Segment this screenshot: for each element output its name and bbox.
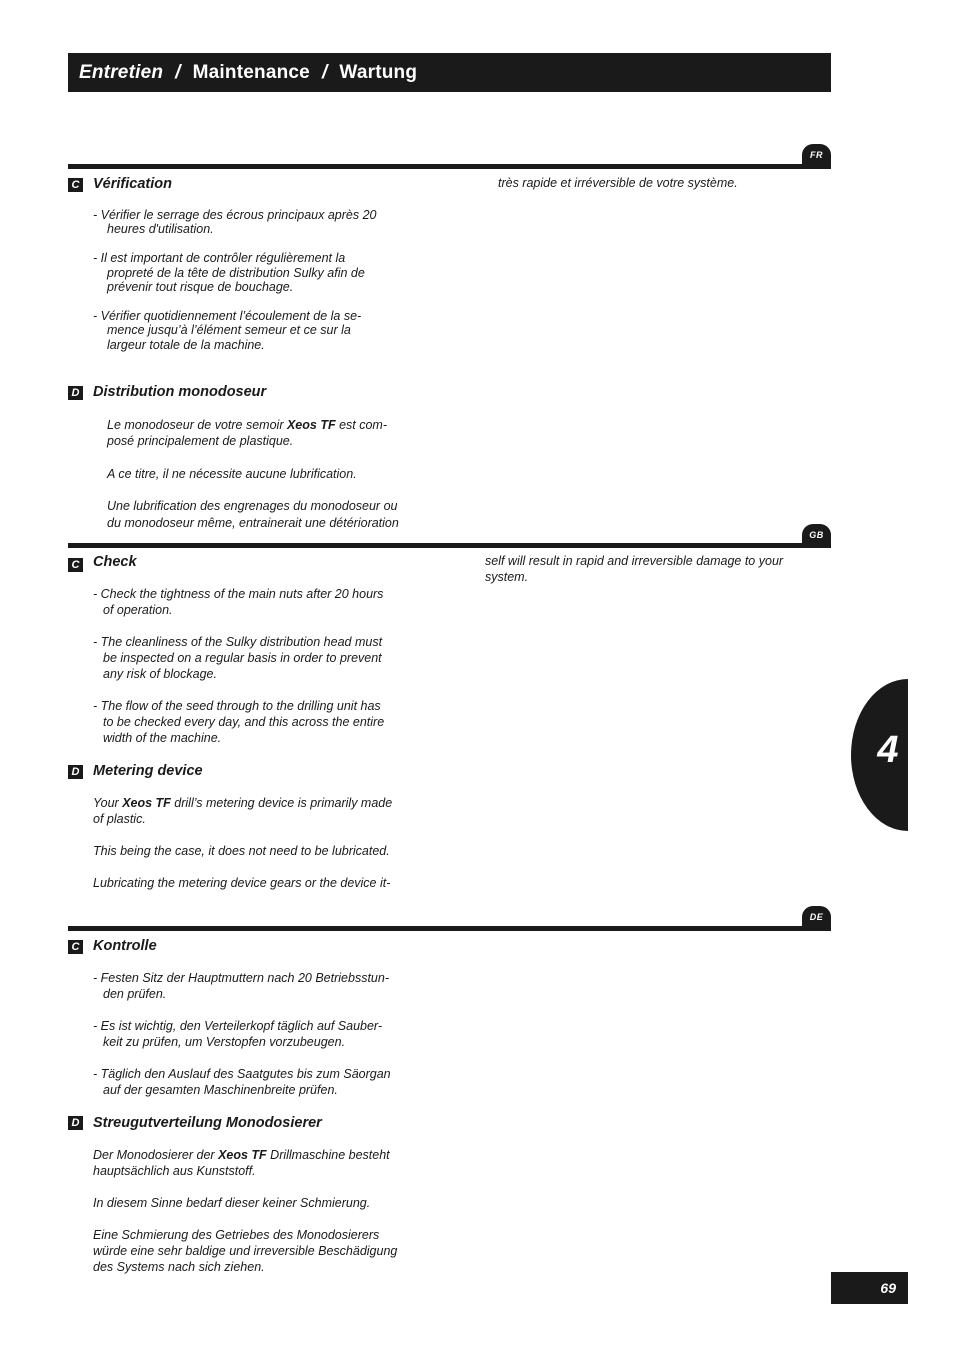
gb-d-para-3: Lubricating the metering device gears or the device it- xyxy=(93,876,391,890)
heading-check: Check xyxy=(93,554,137,570)
lang-tab-fr: FR xyxy=(802,144,831,166)
fr-c-line-8: largeur totale de la machine. xyxy=(107,338,265,352)
heading-kontrolle: Kontrolle xyxy=(93,938,157,954)
gb-c-line-5: any risk of blockage. xyxy=(103,667,217,681)
lang-tab-gb: GB xyxy=(802,524,831,546)
gb-c-line-8: width of the machine. xyxy=(103,731,222,745)
gb-d-para-1b: of plastic. xyxy=(93,812,146,826)
fr-c-line-7: mence jusqu’à l’élément semeur et ce sur la xyxy=(107,323,351,337)
gb-c-line-3: - The cleanliness of the Sulky distribution head must xyxy=(93,635,383,649)
fr-col2-text: très rapide et irréversible de votre système. xyxy=(498,176,738,190)
label-c-gb: C xyxy=(68,558,83,572)
fr-d-para-1b: posé principalement de plastique. xyxy=(107,434,294,448)
de-d-para-2: In diesem Sinne bedarf dieser keiner Schmierung. xyxy=(93,1196,371,1210)
de-c-line-1: - Festen Sitz der Hauptmuttern nach 20 Betriebsstun- xyxy=(93,971,389,985)
page-header xyxy=(68,53,831,92)
de-d-para-3a: Eine Schmierung des Getriebes des Monodosierers xyxy=(93,1228,380,1242)
label-d-de: D xyxy=(68,1116,83,1130)
de-d-para-3b: würde eine sehr baldige und irreversible Beschädigung xyxy=(93,1244,398,1258)
gb-c-line-2: of operation. xyxy=(103,603,173,617)
heading-verification: Vérification xyxy=(93,176,172,192)
header-separator-2: / xyxy=(321,61,328,83)
gb-col2-line-2: system. xyxy=(485,570,529,584)
de-c-line-4: keit zu prüfen, um Verstopfen vorzubeugen. xyxy=(103,1035,346,1049)
fr-c-line-3: - Il est important de contrôler régulièrement la xyxy=(93,251,346,265)
heading-streugutverteilung: Streugutverteilung Monodosierer xyxy=(93,1115,322,1131)
fr-c-line-6: - Vérifier quotidiennement l’écoulement de la se- xyxy=(93,309,362,323)
header-entretien: Entretien xyxy=(79,61,164,83)
section-rule-gb xyxy=(68,543,831,548)
label-c-de: C xyxy=(68,940,83,954)
label-c-fr: C xyxy=(68,178,83,192)
chapter-number: 4 xyxy=(877,728,899,771)
page-number: 69 xyxy=(831,1272,908,1304)
heading-distribution-monodoseur: Distribution monodoseur xyxy=(93,384,267,400)
de-c-line-3: - Es ist wichtig, den Verteilerkopf täglich auf Sauber- xyxy=(93,1019,383,1033)
gb-col2-line-1: self will result in rapid and irreversible damage to your xyxy=(485,554,784,568)
de-c-line-6: auf der gesamten Maschinenbreite prüfen. xyxy=(103,1083,338,1097)
gb-c-line-7: to be checked every day, and this across the entire xyxy=(103,715,385,729)
fr-c-line-5: prévenir tout risque de bouchage. xyxy=(107,280,294,294)
fr-d-para-3b: du monodoseur même, entrainerait une détérioration xyxy=(107,516,399,530)
fr-d-para-1: Le monodoseur de votre semoir Xeos TF est com- xyxy=(107,418,387,432)
section-rule-de xyxy=(68,926,831,931)
gb-d-para-2: This being the case, it does not need to be lubricated. xyxy=(93,844,390,858)
fr-d-para-3a: Une lubrification des engrenages du monodoseur ou xyxy=(107,499,398,513)
label-d-fr: D xyxy=(68,386,83,400)
de-c-line-2: den prüfen. xyxy=(103,987,167,1001)
product-name: Xeos TF xyxy=(286,418,336,432)
lang-tab-de: DE xyxy=(802,906,831,928)
header-maintenance: Maintenance xyxy=(192,61,310,83)
gb-d-para-1: Your Xeos TF drill’s metering device is primarily made xyxy=(93,796,393,810)
fr-c-line-1: - Vérifier le serrage des écrous principaux après 20 xyxy=(93,208,377,222)
product-name: Xeos TF xyxy=(122,796,171,810)
de-d-para-1: Der Monodosierer der Xeos TF Drillmaschine besteht xyxy=(93,1148,390,1162)
label-d-gb: D xyxy=(68,765,83,779)
de-c-line-5: - Täglich den Auslauf des Saatgutes bis zum Säorgan xyxy=(93,1067,391,1081)
gb-c-line-6: - The flow of the seed through to the drilling unit has xyxy=(93,699,381,713)
header-separator-1: / xyxy=(175,61,181,83)
fr-c-line-4: propreté de la tête de distribution Sulky afin de xyxy=(107,266,365,280)
gb-c-line-1: - Check the tightness of the main nuts after 20 hours xyxy=(93,587,384,601)
heading-metering-device: Metering device xyxy=(93,763,203,779)
section-rule-fr xyxy=(68,164,831,169)
fr-d-para-2: A ce titre, il ne nécessite aucune lubrification. xyxy=(107,467,357,481)
de-d-para-3c: des Systems nach sich ziehen. xyxy=(93,1260,265,1274)
header-wartung: Wartung xyxy=(339,61,418,83)
fr-c-line-2: heures d'utilisation. xyxy=(107,222,214,236)
gb-c-line-4: be inspected on a regular basis in order to prevent xyxy=(103,651,382,665)
product-name: Xeos TF xyxy=(218,1148,267,1162)
de-d-para-1b: hauptsächlich aus Kunststoff. xyxy=(93,1164,256,1178)
